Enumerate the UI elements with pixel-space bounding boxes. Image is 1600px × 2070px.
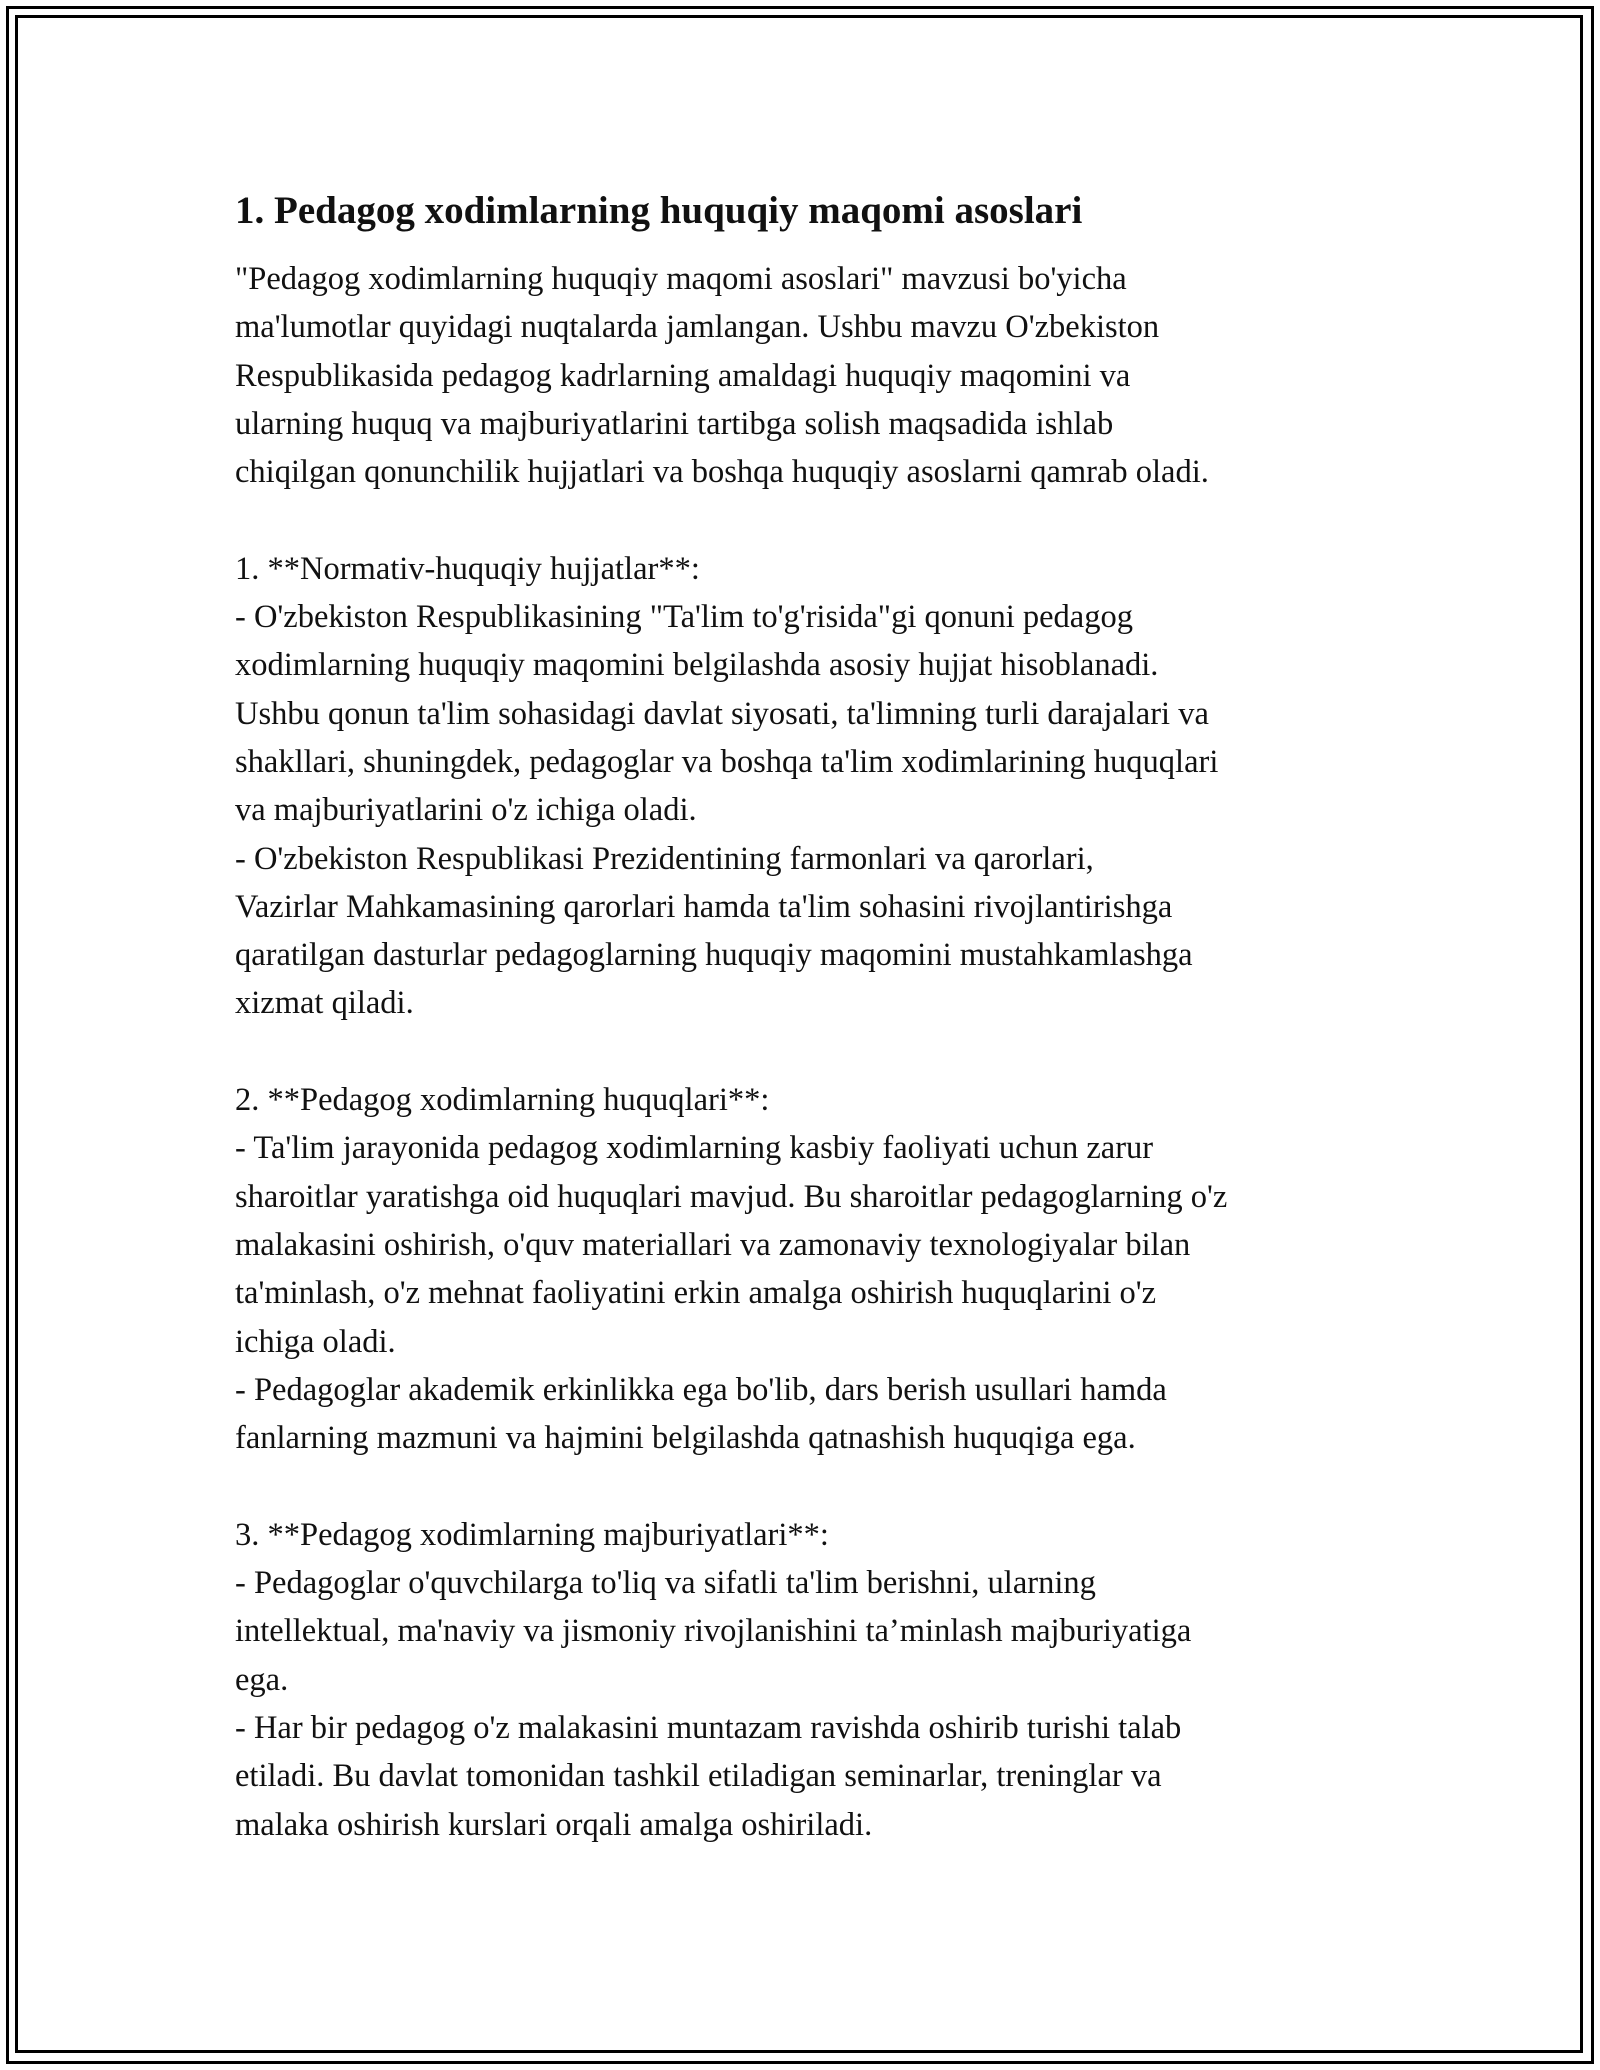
document-title: 1. Pedagog xodimlarning huquqiy maqomi asoslari xyxy=(235,189,1083,232)
intro-paragraph: "Pedagog xodimlarning huquqiy maqomi asoslari" mavzusi bo'yicha ma'lumotlar quyidagi nuqtalarda jamlangan. Ushbu mavzu O'zbekiston Respublikasida pedagog kadrlarning amaldagi huquqiy maqomini va ularning huquq va majburiyatlarini tartibga solish maqsadida ishlab chiqilgan qonunchilik hujjatlari va boshqa huquqiy asoslarni qamrab oladi. xyxy=(235,261,1209,491)
section-teacher-rights: 2. **Pedagog xodimlarning huquqlari**: - Ta'lim jarayonida pedagog xodimlarning kasbiy faoliyati uchun zarur sharoitlar yaratishga oid huquqlari mavjud. Bu sharoitlar pedagoglarning o'z malakasini oshirish, o'quv materiallari va zamonaviy texnologiyalar bilan ta'minlash, o'z mehnat faoliyatini erkin amalga oshirish huquqlarini o'z ichiga oladi. - Pedagoglar akademik erkinlikka ega bo'lib, dars berish usullari hamda fanlarning mazmuni va hajmini belgilashda qatnashish huquqiga ega. xyxy=(235,1082,1228,1457)
blank-line xyxy=(235,1462,1380,1510)
section-normative-documents: 1. **Normativ-huquqiy hujjatlar**: - O'zbekiston Respublikasining "Ta'lim to'g'risida"gi qonuni pedagog xodimlarning huquqiy maqomini belgilashda asosiy hujjat hisoblanadi. Ushbu qonun ta'lim sohasidagi davlat siyosati, ta'limning turli darajalari va shakllari, shuningdek, pedagoglar va boshqa ta'lim xodimlarining huquqlari va majburiyatlarini o'z ichiga oladi. - O'zbekiston Respublikasi Prezidentining farmonlari va qarorlari, Vazirlar Mahkamasining qarorlari hamda ta'lim sohasini rivojlantirishga qaratilgan dasturlar pedagoglarning huquqiy maqomini mustahkamlashga xizmat qiladi. xyxy=(235,550,1219,1022)
document-body xyxy=(235,185,1380,1849)
blank-line xyxy=(235,1028,1380,1076)
section-teacher-duties: 3. **Pedagog xodimlarning majburiyatlari**: - Pedagoglar o'quvchilarga to'liq va sifatli ta'lim berishni, ularning intellektual, ma'naviy va jismoniy rivojlanishini ta’minlash majburiyatiga ega. - Har bir pedagog o'z malakasini muntazam ravishda oshirib turishi talab etiladi. Bu davlat tomonidan tashkil etiladigan seminarlar, treninglar va malaka oshirish kurslari orqali amalga oshiriladi. xyxy=(235,1516,1192,1843)
blank-line xyxy=(235,496,1380,544)
